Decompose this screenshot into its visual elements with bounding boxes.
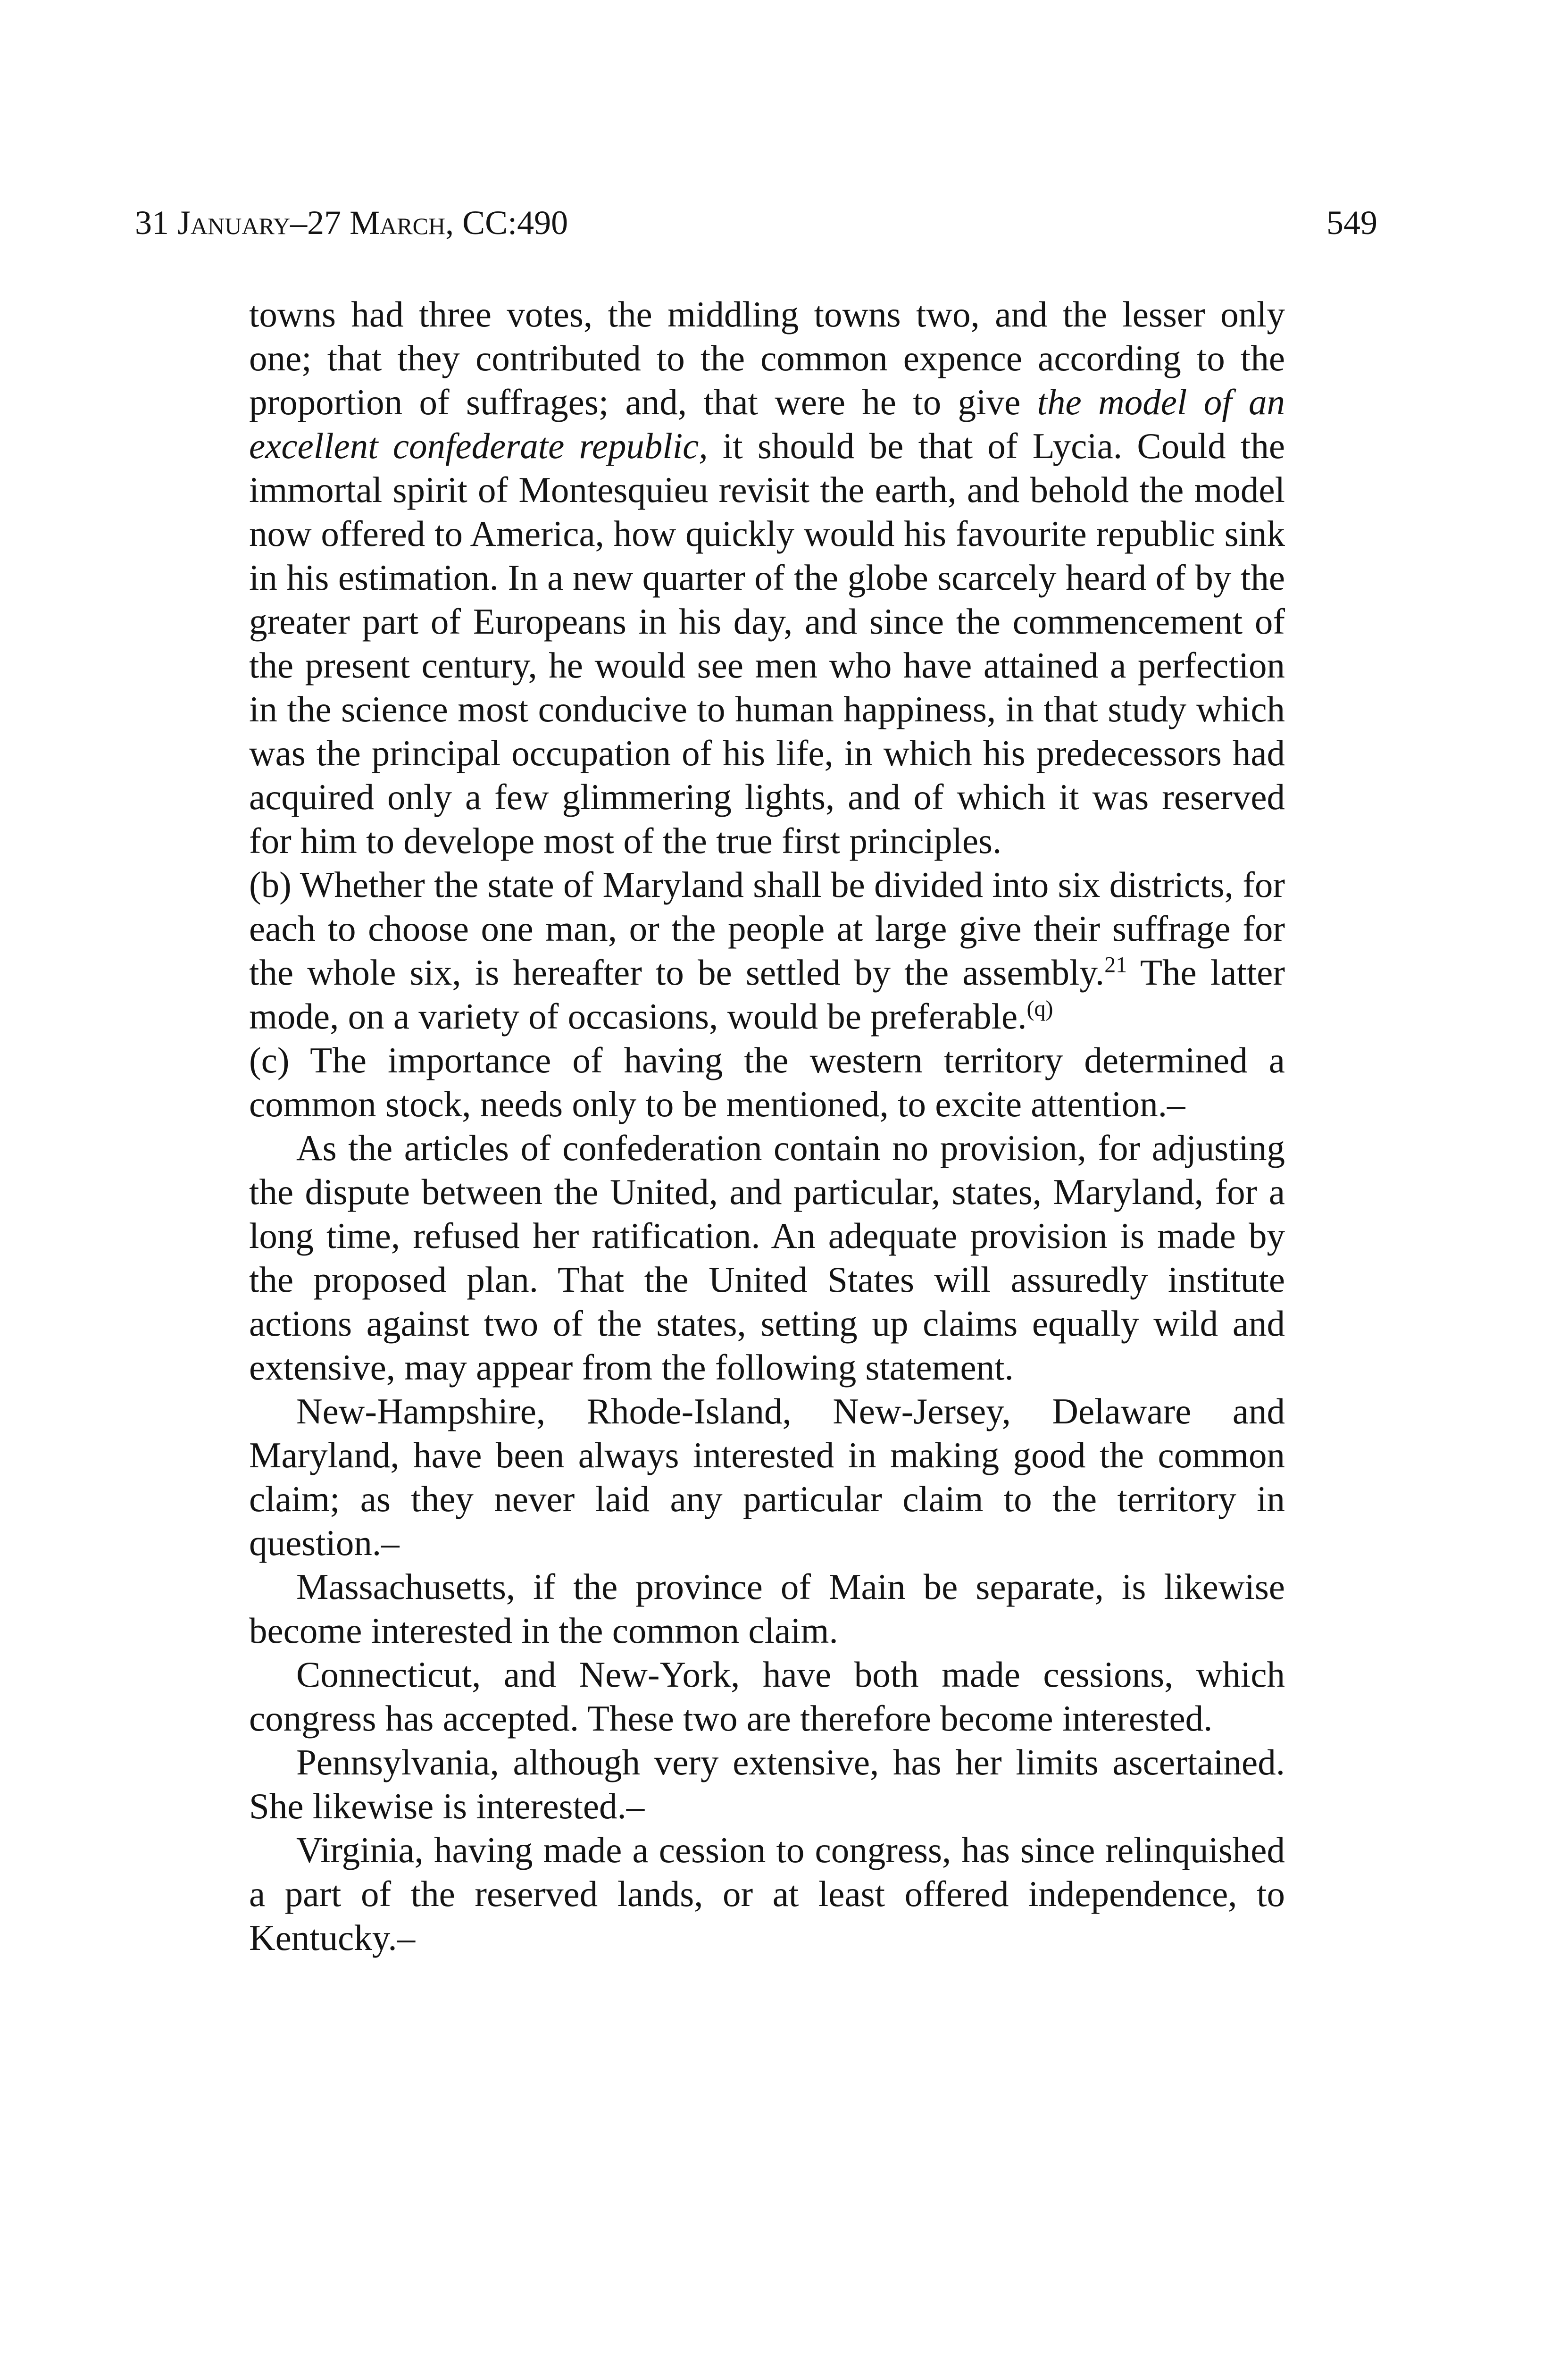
- running-head-title: 31 January–27 March, CC:490: [135, 204, 568, 242]
- paragraph-lycia: towns had three votes, the middling towns two, and the lesser only one; that they contributed to the common expence according to the proportion of suffrages; and, that were he to give the model of an excellent confederate republic, it should be that of Lycia. Could the immortal spirit of Montesquieu revisit the earth, and behold the model now offered to America, how quickly would his favourite republic sink in his estimation. In a new quarter of the globe scarcely heard of by the greater part of Europeans in his day, and since the commencement of the present century, he would see men who have attained a perfection in the science most conducive to human happiness, in that study which was the principal occupation of his life, in which his predecessors had acquired only a few glimmering lights, and of which it was reserved for him to develope most of the true first principles.: [249, 294, 1285, 861]
- note-b-paragraph: (b) Whether the state of Maryland shall be divided into six districts, for each to choose one man, or the people at large give their suffrage for the whole six, is hereafter to be settled by the assembly.$^{21}$ The latter mode, on a variety of occasions, would be preferable.$^{(q)}$: [249, 864, 1285, 1037]
- footnote-ref-21: 21: [1104, 952, 1127, 978]
- paragraph-new-hampshire: New-Hampshire, Rhode-Island, New-Jersey, Delaware and Maryland, have been always interested in making good the common claim; as they never laid any particular claim to the territory in question.–: [249, 1391, 1285, 1563]
- page-number: 549: [1326, 204, 1377, 242]
- italic-quote: the model of an excellent confederate republic,: [249, 382, 1285, 466]
- body-text: [249, 293, 1285, 1960]
- footnote-ref-q: (q): [1026, 996, 1053, 1021]
- paragraph-massachusetts: Massachusetts, if the province of Main be separate, is likewise become interested in the common claim.: [249, 1566, 1285, 1651]
- paragraph-pennsylvania: Pennsylvania, although very extensive, has her limits ascertained. She likewise is interested.–: [249, 1742, 1285, 1826]
- paragraph-connecticut: Connecticut, and New-York, have both made cessions, which congress has accepted. These two are therefore become interested.: [249, 1654, 1285, 1739]
- paragraph-articles: As the articles of confederation contain no provision, for adjusting the dispute between the United, and particular, states, Maryland, for a long time, refused her ratification. An adequate provision is made by the proposed plan. That the United States will assuredly institute actions against two of the states, setting up claims equally wild and extensive, may appear from the following statement.: [249, 1128, 1285, 1388]
- running-header: [135, 199, 1377, 246]
- paragraph-virginia: Virginia, having made a cession to congress, has since relinquished a part of the reserved lands, or at least offered independence, to Kentucky.–: [249, 1830, 1285, 1958]
- note-c-paragraph: (c) The importance of having the western territory determined a common stock, needs only to be mentioned, to excite attention.–: [249, 1040, 1285, 1124]
